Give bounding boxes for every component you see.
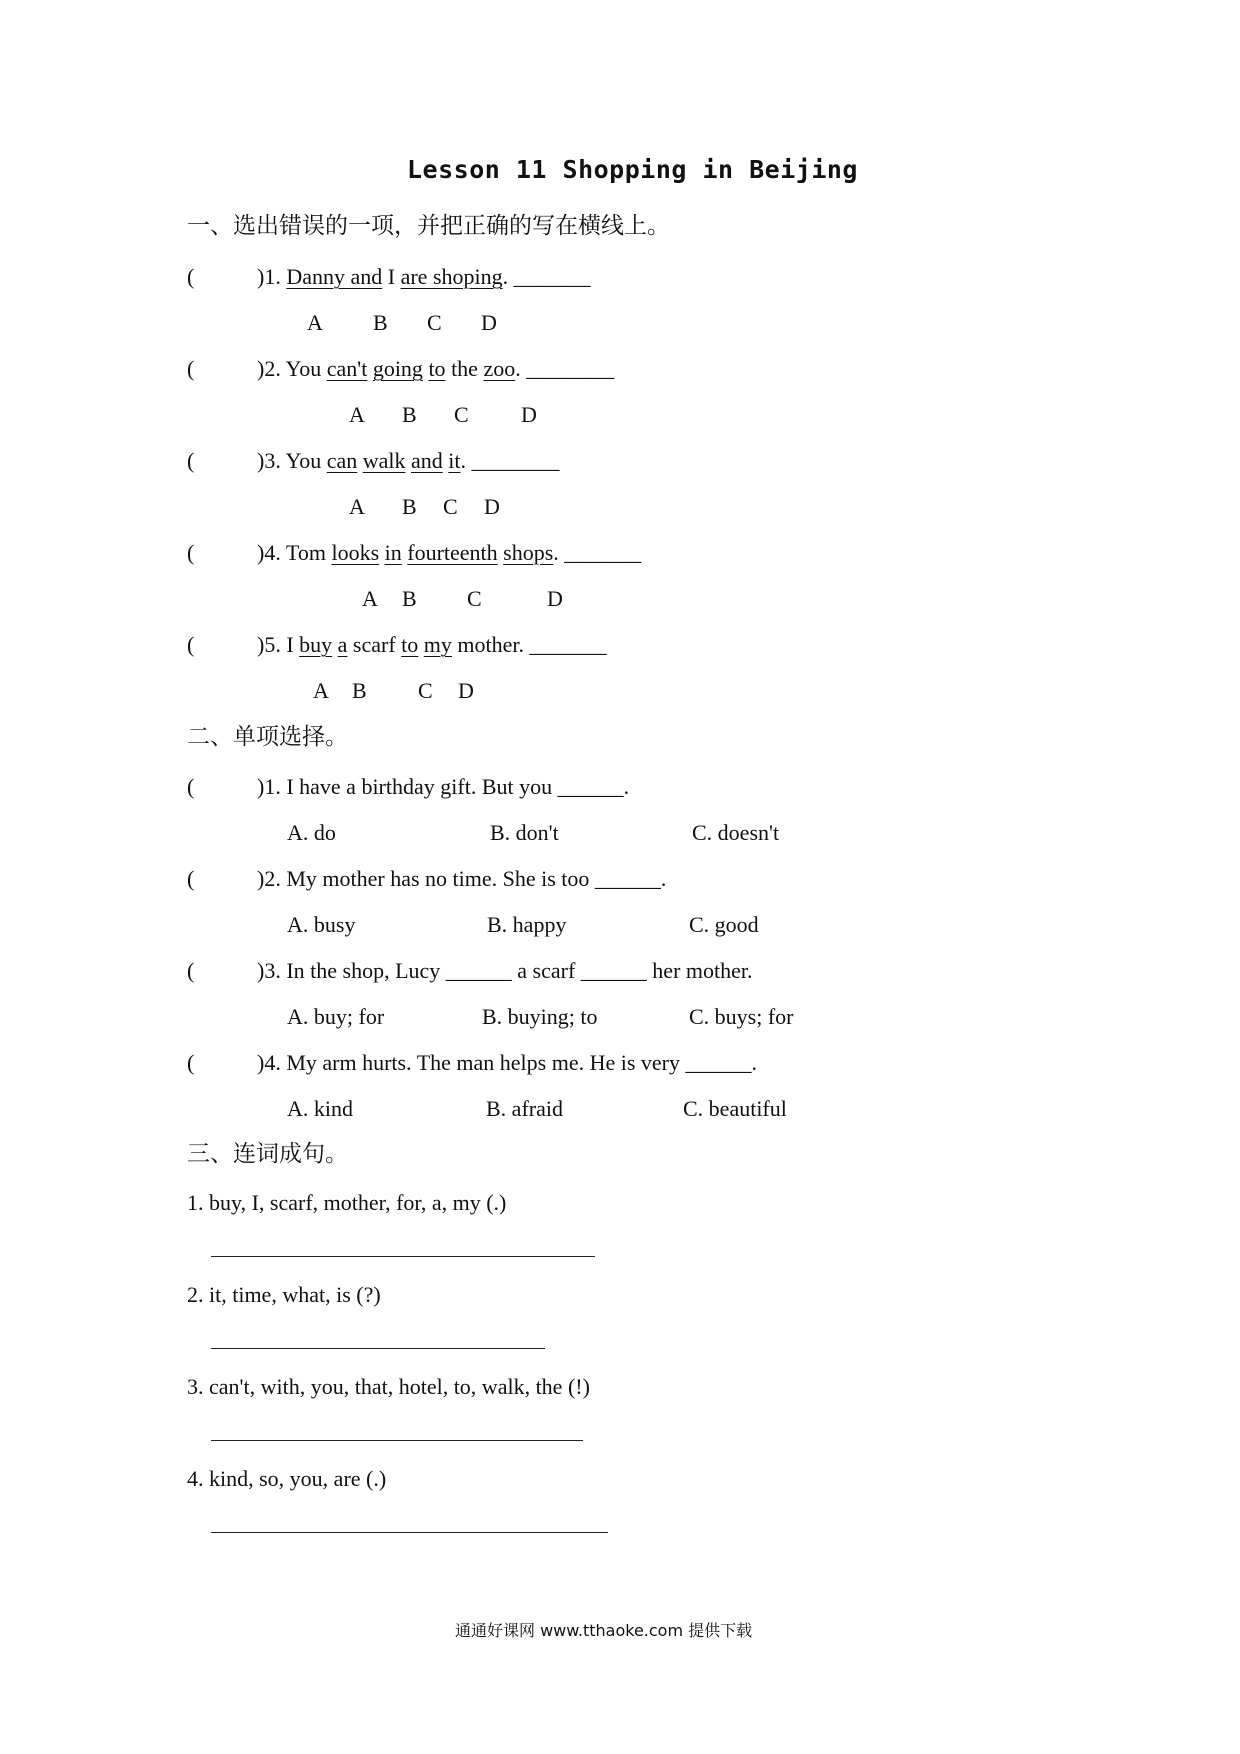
s2-q3-paren-open: ( (187, 958, 195, 983)
s2-q3-question (257, 960, 753, 982)
option-b-word: going (372, 356, 423, 381)
question-text: 2. My mother has no time. She is too ______. (264, 866, 667, 891)
plain-word: Tom (280, 540, 332, 565)
s1-q5-letter-b: B (352, 678, 367, 703)
paren-close: ) (257, 540, 265, 565)
s1-q3-sentence (257, 450, 560, 472)
s3-q1-answer-line (211, 1256, 595, 1257)
s3-q1-text: 1. buy, I, scarf, mother, for, a, my (.) (187, 1190, 507, 1215)
plain-word: the (445, 356, 484, 381)
option-a-word: can (326, 448, 358, 473)
s1-q3-letter-a: A (349, 494, 365, 519)
s1-q4-letter-a: A (362, 586, 378, 611)
option-a-word: looks (331, 540, 380, 565)
s3-q4-text: 4. kind, so, you, are (.) (187, 1466, 387, 1491)
answer-blank: . ________ (460, 448, 560, 473)
s1-q1-letter-b: B (373, 310, 388, 335)
s3-q3-answer-line (211, 1440, 583, 1441)
option-c-word: are (400, 264, 428, 289)
paren-close: ) (257, 774, 265, 799)
question-text: 4. My arm hurts. The man helps me. He is very ______. (264, 1050, 758, 1075)
s3-q2-text: 2. it, time, what, is (?) (187, 1282, 381, 1307)
paren-close: ) (257, 958, 265, 983)
s1-q5-letter-a: A (313, 678, 329, 703)
question-text: 1. I have a birthday gift. But you ______. (264, 774, 630, 799)
option-a-word: can't (326, 356, 368, 381)
plain-word: I (382, 264, 401, 289)
s2-q2-option-b: B. happy (487, 912, 567, 937)
plain-word: scarf (347, 632, 402, 657)
option-d-word: my (423, 632, 452, 657)
option-b-word: in (384, 540, 402, 565)
s2-q2-paren-open: ( (187, 866, 195, 891)
s2-q3-option-c: C. buys; for (689, 1004, 794, 1029)
option-d-word: it (448, 448, 461, 473)
question-number: 5. (264, 632, 281, 657)
plain-word: You (280, 356, 327, 381)
option-d-word: shoping (427, 264, 503, 289)
option-c-word: fourteenth (407, 540, 498, 565)
s1-q4-letter-b: B (402, 586, 417, 611)
s2-q3-option-b: B. buying; to (482, 1004, 598, 1029)
question-number: 3. (264, 448, 281, 473)
s1-q5-sentence (257, 634, 607, 656)
footer-text: 通通好课网 www.tthaoke.com 提供下载 (455, 1621, 753, 1640)
s2-q2-option-a: A. busy (287, 912, 356, 937)
question-number: 2. (264, 356, 281, 381)
answer-blank: . ________ (515, 356, 615, 381)
paren-close: ) (257, 448, 265, 473)
section-1-heading: 一、选出错误的一项，并把正确的写在横线上。 (187, 213, 670, 239)
question-number: 1. (264, 264, 281, 289)
s1-q4-sentence (257, 542, 641, 564)
paren-close: ) (257, 1050, 265, 1075)
s2-q4-question (257, 1052, 757, 1074)
s1-q1-sentence (257, 266, 591, 288)
paren-close: ) (257, 632, 265, 657)
s2-q2-question (257, 868, 666, 890)
s2-q2-option-c: C. good (689, 912, 759, 937)
plain-word: I (280, 632, 300, 657)
paren-close: ) (257, 356, 265, 381)
paren-close: ) (257, 264, 265, 289)
s2-q4-option-c: C. beautiful (683, 1096, 787, 1121)
s3-q4-answer-line (211, 1532, 608, 1533)
option-b-word: walk (362, 448, 406, 473)
s1-q3-paren-open: ( (187, 448, 195, 473)
s1-q1-paren-open: ( (187, 264, 195, 289)
s2-q1-option-b: B. don't (490, 820, 559, 845)
s1-q5-paren-open: ( (187, 632, 195, 657)
s2-q4-paren-open: ( (187, 1050, 195, 1075)
option-c-word: and (411, 448, 443, 473)
s2-q1-option-a: A. do (287, 820, 336, 845)
s1-q5-letter-d: D (458, 678, 474, 703)
s1-q2-paren-open: ( (187, 356, 195, 381)
s1-q2-letter-c: C (454, 402, 469, 427)
s2-q4-option-a: A. kind (287, 1096, 353, 1121)
s1-q2-letter-b: B (402, 402, 417, 427)
s1-q4-letter-c: C (467, 586, 482, 611)
s1-q4-paren-open: ( (187, 540, 195, 565)
s1-q1-letter-d: D (481, 310, 497, 335)
s1-q3-letter-c: C (443, 494, 458, 519)
s2-q3-option-a: A. buy; for (287, 1004, 385, 1029)
s1-q5-letter-c: C (418, 678, 433, 703)
page-title: Lesson 11 Shopping in Beijing (407, 155, 858, 184)
paren-close: ) (257, 866, 265, 891)
option-c-word: to (428, 356, 446, 381)
s2-q1-paren-open: ( (187, 774, 195, 799)
question-number: 4. (264, 540, 281, 565)
plain-word: You (280, 448, 327, 473)
section-3-heading: 三、连词成句。 (187, 1141, 348, 1167)
section-2-heading: 二、单项选择。 (187, 724, 348, 750)
answer-blank: mother. _______ (451, 632, 607, 657)
option-d-word: zoo (483, 356, 516, 381)
question-text: 3. In the shop, Lucy ______ a scarf ______ her mother. (264, 958, 753, 983)
option-a-word: Danny (286, 264, 345, 289)
s1-q2-letter-d: D (521, 402, 537, 427)
s1-q2-letter-a: A (349, 402, 365, 427)
s3-q3-text: 3. can't, with, you, that, hotel, to, walk, the (!) (187, 1374, 590, 1399)
s1-q2-sentence (257, 358, 614, 380)
s1-q1-letter-c: C (427, 310, 442, 335)
s1-q3-letter-b: B (402, 494, 417, 519)
s1-q1-letter-a: A (307, 310, 323, 335)
option-b-word: a (337, 632, 348, 657)
s2-q4-option-b: B. afraid (486, 1096, 563, 1121)
s1-q3-letter-d: D (484, 494, 500, 519)
option-d-word: shops (503, 540, 554, 565)
answer-blank: . _______ (553, 540, 642, 565)
option-b-word: and (344, 264, 383, 289)
option-c-word: to (401, 632, 419, 657)
option-a-word: buy (299, 632, 333, 657)
s2-q1-question (257, 776, 629, 798)
s2-q1-option-c: C. doesn't (692, 820, 780, 845)
s3-q2-answer-line (211, 1348, 545, 1349)
answer-blank: . _______ (502, 264, 591, 289)
s1-q4-letter-d: D (547, 586, 563, 611)
